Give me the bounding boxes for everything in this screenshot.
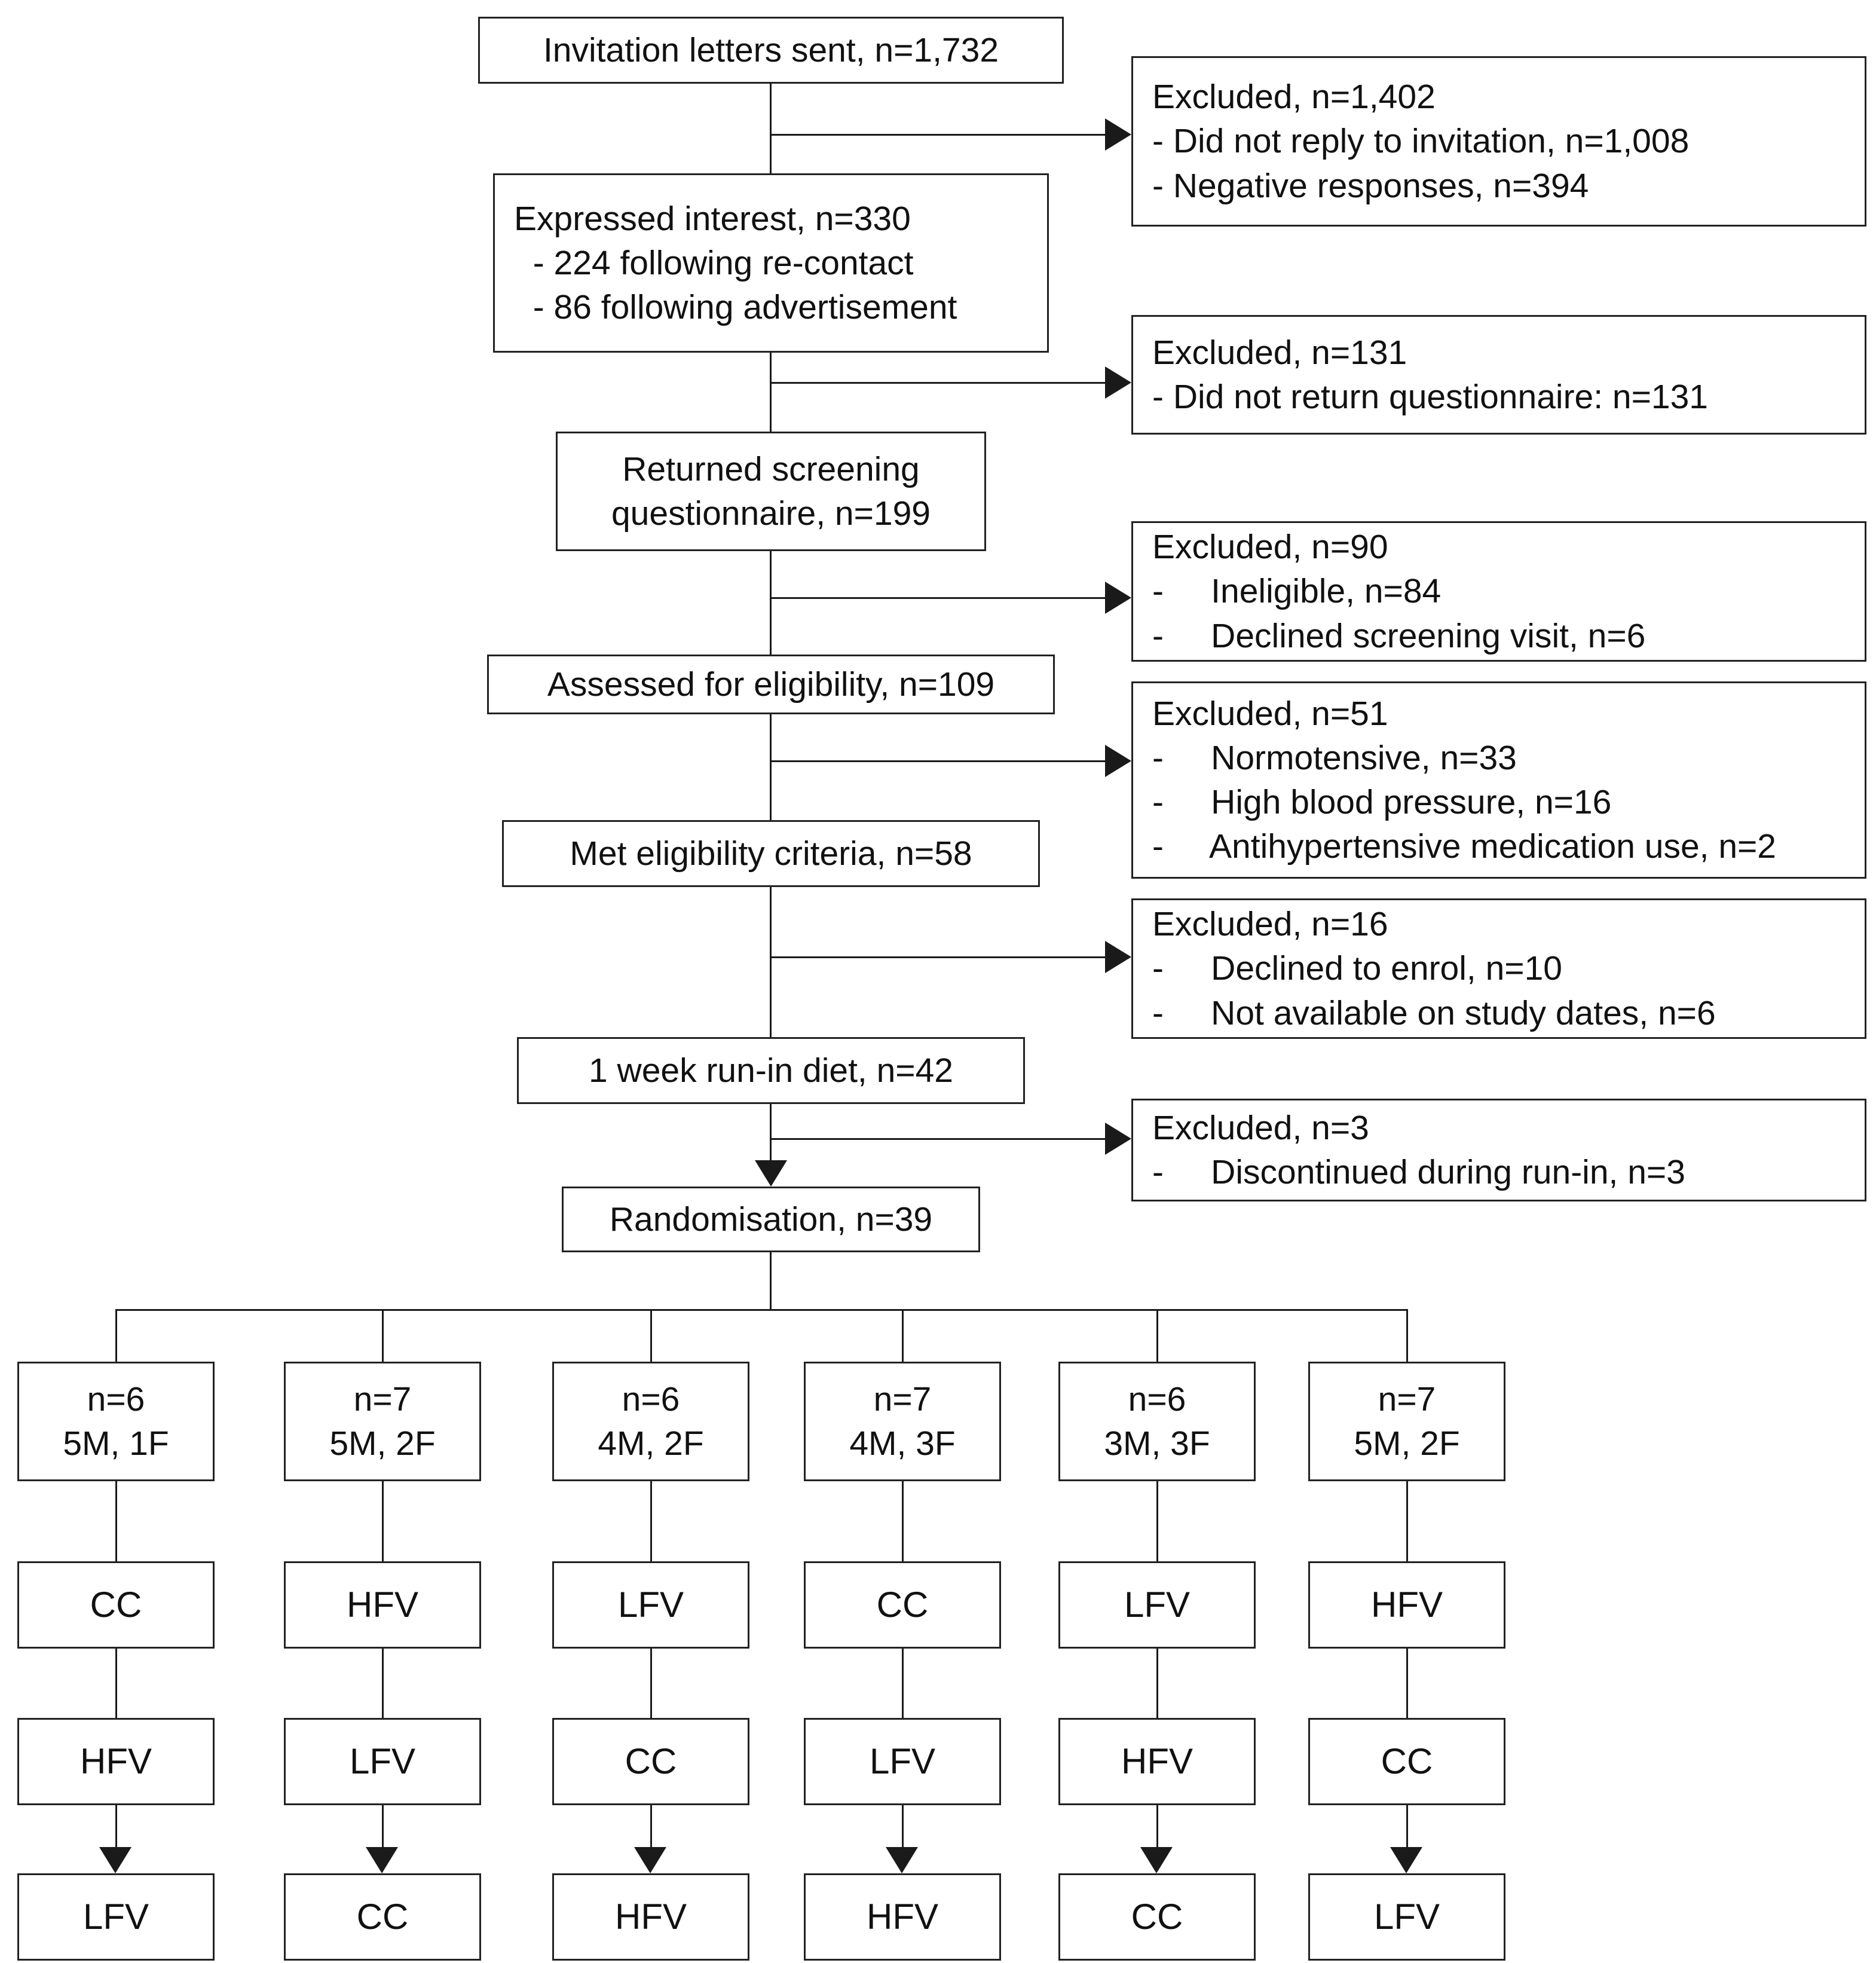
spine-segment-6 [770, 1104, 772, 1166]
group5-arrowhead-down-icon [1140, 1847, 1173, 1873]
group6-link-2 [1406, 1649, 1408, 1718]
excluded-box-2 [1131, 315, 1866, 435]
group1-period2-label: HFV [80, 1741, 152, 1781]
excluded-2-item: - Did not return questionnaire: n=131 [1152, 378, 1709, 416]
group5-n: n=6 [1128, 1380, 1186, 1418]
group6-period1 [1308, 1561, 1505, 1649]
group2-arrowhead-down-icon [366, 1847, 398, 1873]
group1-period1-label: CC [90, 1585, 142, 1625]
arrowhead-down-randomisation-icon [755, 1160, 787, 1187]
group3-link-2 [650, 1649, 652, 1718]
group6-header [1308, 1362, 1505, 1481]
group3-sex: 4M, 2F [598, 1424, 704, 1463]
group2-period2-label: LFV [349, 1741, 416, 1781]
group1-n: n=6 [87, 1380, 145, 1418]
group2-sex: 5M, 2F [329, 1424, 436, 1463]
group1-sex: 5M, 1F [63, 1424, 169, 1463]
group3-header [552, 1362, 749, 1481]
group5-link-3 [1156, 1805, 1158, 1848]
randomisation-label: Randomisation, n=39 [609, 1200, 933, 1239]
branch-line-3 [771, 597, 1106, 599]
branch-line-1 [771, 134, 1106, 136]
flow-box-runin-diet [517, 1037, 1025, 1104]
arrowhead-right-4-icon [1105, 745, 1131, 777]
spine-segment-4 [770, 714, 772, 820]
group4-link-2 [902, 1649, 904, 1718]
excluded-4-item: - High blood pressure, n=16 [1152, 783, 1612, 821]
flow-box-assessed-eligibility [487, 655, 1055, 714]
spine-segment-7 [770, 1252, 772, 1310]
group4-arrowhead-down-icon [886, 1847, 918, 1873]
excluded-4-item: - Normotensive, n=33 [1152, 738, 1517, 777]
returned-questionnaire-line1: Returned screening [622, 450, 920, 488]
group2-period3 [284, 1873, 481, 1961]
excluded-4-item: - Antihypertensive medication use, n=2 [1152, 827, 1777, 866]
group2-n: n=7 [353, 1380, 412, 1418]
group6-period3-label: LFV [1373, 1897, 1440, 1937]
group3-link-3 [650, 1805, 652, 1848]
group2-period2 [284, 1718, 481, 1805]
arrowhead-right-3-icon [1105, 582, 1131, 614]
excluded-1-title: Excluded, n=1,402 [1152, 78, 1436, 117]
excluded-3-title: Excluded, n=90 [1152, 528, 1388, 567]
distribution-line [116, 1309, 1408, 1311]
met-criteria-label: Met eligibility criteria, n=58 [570, 834, 972, 873]
excluded-3-item: - Ineligible, n=84 [1152, 572, 1442, 611]
expressed-interest-line2: - 224 following re-contact [514, 243, 914, 282]
group5-link-2 [1156, 1649, 1158, 1718]
arrowhead-right-5-icon [1105, 941, 1131, 973]
excluded-5-title: Excluded, n=16 [1152, 905, 1388, 944]
excluded-3-item: - Declined screening visit, n=6 [1152, 616, 1646, 655]
excluded-1-item: - Did not reply to invitation, n=1,008 [1152, 122, 1690, 161]
group6-arrowhead-down-icon [1390, 1847, 1422, 1873]
group5-period2-label: HFV [1121, 1741, 1193, 1781]
arrowhead-right-1-icon [1105, 118, 1131, 151]
group4-period2-label: LFV [869, 1741, 936, 1781]
group3-period3-label: HFV [615, 1897, 687, 1937]
group3-period1-label: LFV [617, 1585, 684, 1625]
group1-header [17, 1362, 215, 1481]
group1-period2 [17, 1718, 215, 1805]
group4-link-1 [902, 1481, 904, 1561]
expressed-interest-line1: Expressed interest, n=330 [514, 199, 911, 238]
group5-period1-label: LFV [1124, 1585, 1191, 1625]
excluded-box-4 [1131, 681, 1866, 879]
group4-header [804, 1362, 1001, 1481]
group1-link-3 [115, 1805, 117, 1848]
group5-link-1 [1156, 1481, 1158, 1561]
col3-stub [650, 1309, 652, 1363]
group6-period2-label: CC [1381, 1741, 1433, 1781]
group5-header [1058, 1362, 1256, 1481]
branch-line-5 [771, 956, 1106, 958]
group4-period3-label: HFV [867, 1897, 938, 1937]
col1-stub [115, 1309, 117, 1363]
group6-sex: 5M, 2F [1354, 1424, 1460, 1463]
group3-arrowhead-down-icon [634, 1847, 666, 1873]
group4-sex: 4M, 3F [849, 1424, 956, 1463]
group3-link-1 [650, 1481, 652, 1561]
group6-link-1 [1406, 1481, 1408, 1561]
group1-period3 [17, 1873, 215, 1961]
col5-stub [1156, 1309, 1158, 1363]
spine-segment-2 [770, 353, 772, 432]
group3-period2 [552, 1718, 749, 1805]
group6-period3 [1308, 1873, 1505, 1961]
group3-period3 [552, 1873, 749, 1961]
col4-stub [902, 1309, 904, 1363]
excluded-box-3 [1131, 521, 1866, 662]
returned-questionnaire-line2: questionnaire, n=199 [611, 494, 931, 533]
group5-period1 [1058, 1561, 1256, 1649]
group1-period1 [17, 1561, 215, 1649]
arrowhead-right-2-icon [1105, 366, 1131, 399]
group4-n: n=7 [873, 1380, 932, 1418]
branch-line-4 [771, 760, 1106, 762]
flow-box-invitation-label: Invitation letters sent, n=1,732 [543, 30, 999, 69]
group2-link-2 [382, 1649, 384, 1718]
flow-box-met-criteria [502, 820, 1040, 887]
arrowhead-right-6-icon [1105, 1123, 1131, 1155]
group3-period1 [552, 1561, 749, 1649]
group5-period2 [1058, 1718, 1256, 1805]
excluded-1-item: - Negative responses, n=394 [1152, 166, 1589, 205]
group2-period1 [284, 1561, 481, 1649]
group2-header [284, 1362, 481, 1481]
group4-link-3 [902, 1805, 904, 1848]
group6-n: n=7 [1378, 1380, 1436, 1418]
group1-arrowhead-down-icon [99, 1847, 131, 1873]
excluded-box-5 [1131, 898, 1866, 1039]
excluded-5-item: - Declined to enrol, n=10 [1152, 949, 1562, 988]
col2-stub [382, 1309, 384, 1363]
excluded-5-item: - Not available on study dates, n=6 [1152, 993, 1716, 1032]
col6-stub [1406, 1309, 1408, 1363]
group4-period3 [804, 1873, 1001, 1961]
expressed-interest-line3: - 86 following advertisement [514, 288, 957, 327]
excluded-6-item: - Discontinued during run-in, n=3 [1152, 1153, 1685, 1191]
group4-period1 [804, 1561, 1001, 1649]
group1-link-1 [115, 1481, 117, 1561]
flow-box-invitation [478, 17, 1064, 84]
group1-link-2 [115, 1649, 117, 1718]
group2-link-1 [382, 1481, 384, 1561]
group2-link-3 [382, 1805, 384, 1848]
group6-period1-label: HFV [1371, 1585, 1443, 1625]
group5-period3 [1058, 1873, 1256, 1961]
group5-sex: 3M, 3F [1104, 1424, 1210, 1463]
group2-period1-label: HFV [347, 1585, 418, 1625]
group3-period2-label: CC [625, 1741, 677, 1781]
excluded-box-1 [1131, 56, 1866, 227]
group3-n: n=6 [622, 1380, 680, 1418]
excluded-box-6 [1131, 1099, 1866, 1201]
spine-segment-3 [770, 551, 772, 655]
spine-segment-5 [770, 887, 772, 1037]
branch-line-6 [771, 1138, 1106, 1140]
flow-box-returned-questionnaire [556, 432, 986, 551]
group6-period2 [1308, 1718, 1505, 1805]
assessed-eligibility-label: Assessed for eligibility, n=109 [547, 665, 995, 704]
flow-box-expressed-interest [493, 173, 1049, 353]
excluded-4-title: Excluded, n=51 [1152, 694, 1388, 733]
group5-period3-label: CC [1131, 1897, 1183, 1937]
excluded-2-title: Excluded, n=131 [1152, 333, 1407, 372]
excluded-6-title: Excluded, n=3 [1152, 1108, 1369, 1147]
runin-diet-label: 1 week run-in diet, n=42 [589, 1051, 953, 1090]
group4-period2 [804, 1718, 1001, 1805]
group6-link-3 [1406, 1805, 1408, 1848]
flow-box-randomisation [562, 1187, 980, 1252]
group1-period3-label: LFV [82, 1897, 149, 1937]
group2-period3-label: CC [356, 1897, 409, 1937]
spine-segment-1 [770, 84, 772, 173]
group4-period1-label: CC [876, 1585, 929, 1625]
branch-line-2 [771, 382, 1106, 384]
